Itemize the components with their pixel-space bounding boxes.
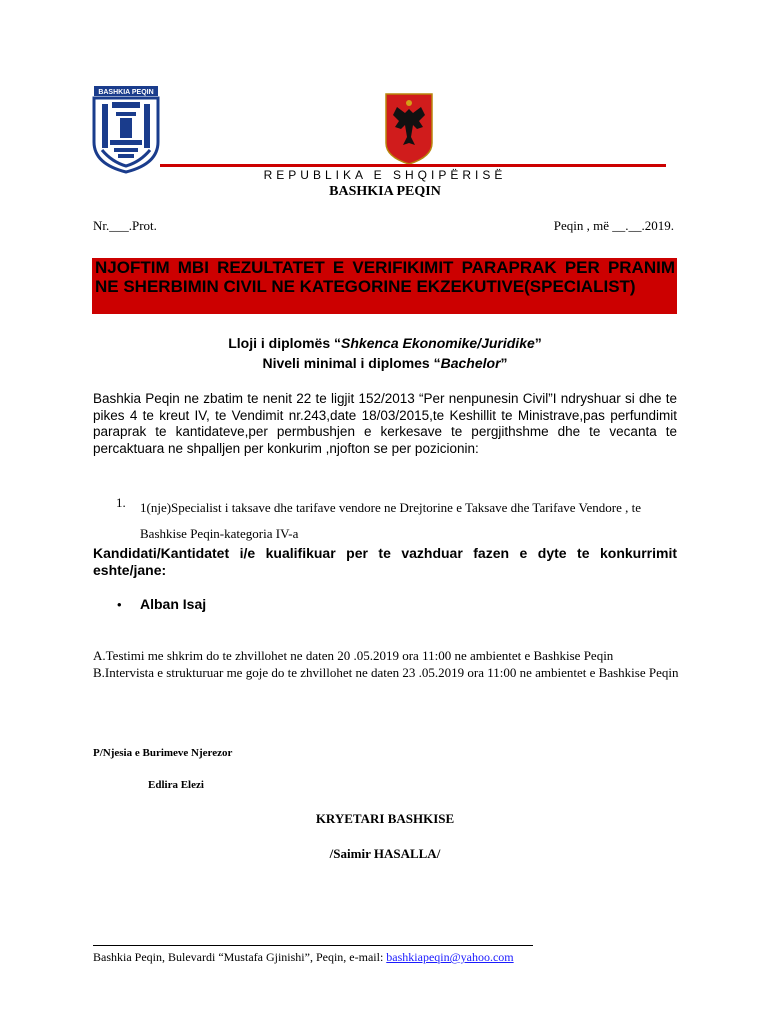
logo-text: BASHKIA PEQIN xyxy=(98,89,154,96)
diploma-type-suffix: ” xyxy=(534,335,542,351)
footer-address: Bashkia Peqin, Bulevardi “Mustafa Gjinishi”, Peqin, e-mail: xyxy=(93,950,387,964)
republic-heading: REPUBLIKA E SHQIPËRISË xyxy=(263,168,507,182)
body-paragraph: Bashkia Peqin ne zbatim te nenit 22 te ligjit 152/2013 “Per nenpunesin Civil”I ndryshuar si dhe te pikes 4 te kreut IV, te Vendimit nr.243,date 18/03/2015,te Keshillit te Ministrave,pas perfundimit paraprak te kantidateve,per permbushjen e kerkesave te pergjithshme dhe te vecanta te percaktuara ne shpalljen per konkurim ,njofton se per pozicionin: xyxy=(93,391,677,456)
mayor-name: /Saimir HASALLA/ xyxy=(329,846,441,861)
diploma-level-value: Bachelor xyxy=(440,355,501,371)
diploma-level xyxy=(0,355,770,371)
municipality-logo xyxy=(92,84,160,174)
protocol-number: Nr.___.Prot. xyxy=(93,218,157,233)
albanian-emblem xyxy=(385,93,433,165)
candidates-heading: Kandidati/Kantidatet i/e kualifikuar per te vazhduar fazen e dyte te konkurrimit eshte/jane: xyxy=(93,545,677,578)
diploma-type-value: Shkenca Ekonomike/Juridike xyxy=(341,335,535,351)
diploma-type-prefix: Lloji i diplomës “ xyxy=(228,335,342,351)
list-number: 1. xyxy=(116,495,126,510)
interview-info: B.Intervista e strukturuar me goje do te zhvillohet ne daten 23 .05.2019 ora 11:00 ne ambientet e Bashkise Peqin xyxy=(93,664,679,680)
municipality-heading: BASHKIA PEQIN xyxy=(329,184,441,199)
hr-unit-label: P/Njesia e Burimeve Njerezor xyxy=(93,747,233,759)
notice-title: NJOFTIM MBI REZULTATET E VERIFIKIMIT PARAPRAK PER PRANIM NE SHERBIMIN CIVIL NE KATEGORINE EKZEKUTIVE(SPECIALIST) xyxy=(95,258,675,296)
mayor-title: KRYETARI BASHKISE xyxy=(315,811,455,826)
hr-unit-person: Edlira Elezi xyxy=(148,779,204,791)
diploma-type xyxy=(0,335,770,351)
candidate-name: Alban Isaj xyxy=(140,596,207,612)
diploma-level-suffix: ” xyxy=(500,355,508,371)
footer-divider xyxy=(93,945,533,946)
header-divider xyxy=(160,164,666,167)
diploma-level-prefix: Niveli minimal i diplomes “ xyxy=(262,355,441,371)
document-date: Peqin , më __.__.2019. xyxy=(553,218,674,233)
footer xyxy=(93,950,514,965)
bullet-icon: • xyxy=(117,597,122,612)
schedule-info xyxy=(93,648,683,681)
written-test-info: A.Testimi me shkrim do te zhvillohet ne daten 20 .05.2019 ora 11:00 ne ambientet e Bashkise Peqin xyxy=(93,648,614,663)
footer-email-link[interactable]: bashkiapeqin@yahoo.com xyxy=(386,950,514,964)
position-list-item: 1(nje)Specialist i taksave dhe tarifave vendore ne Drejtorine e Taksave dhe Tarifave Vendore , te Bashkise Peqin-kategoria IV-a xyxy=(140,500,642,541)
